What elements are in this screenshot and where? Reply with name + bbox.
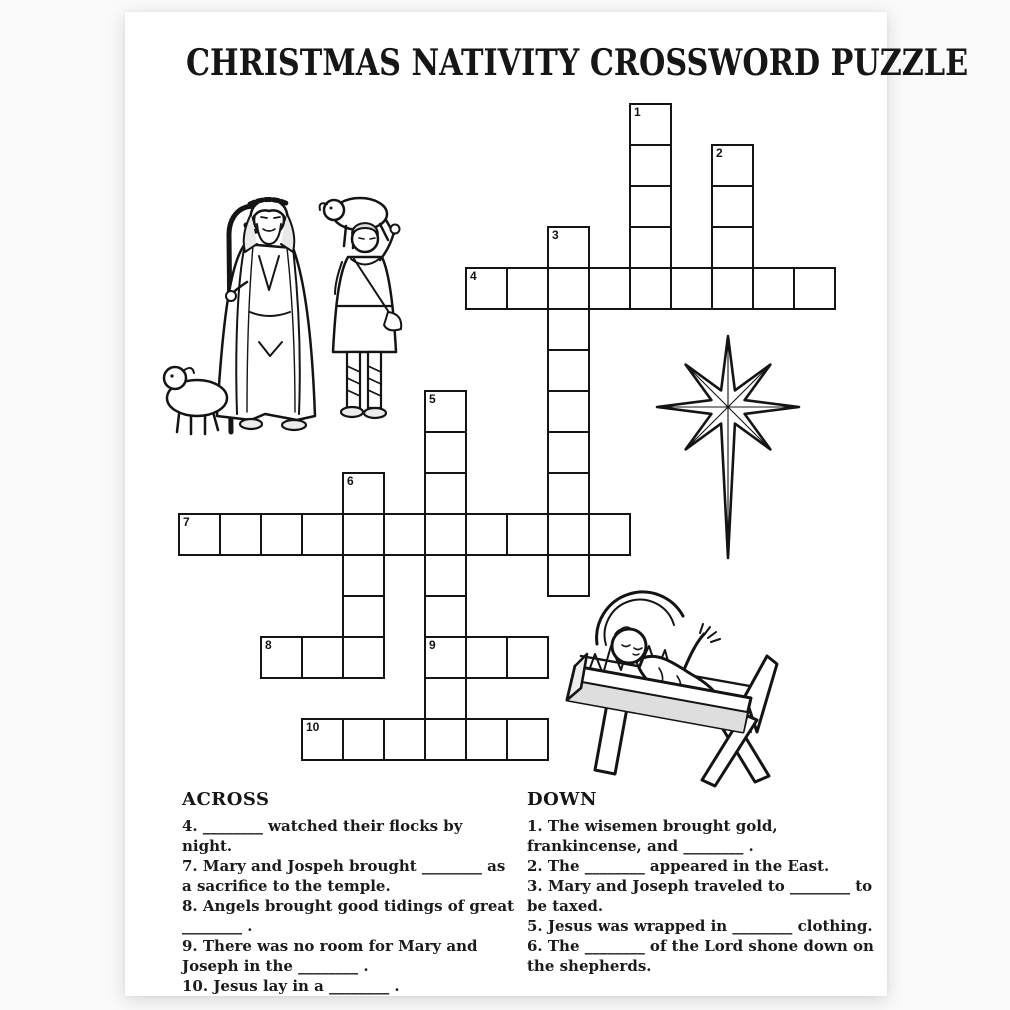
grid-cell[interactable]	[424, 554, 467, 597]
grid-cell[interactable]	[424, 718, 467, 761]
clue-item: 1. The wisemen brought gold, frankincense, and ________ .	[527, 817, 778, 855]
grid-cell[interactable]	[506, 636, 549, 679]
grid-cell[interactable]	[178, 513, 221, 556]
grid-cell[interactable]	[342, 595, 385, 638]
across-clue-list	[182, 816, 516, 996]
grid-cell[interactable]	[793, 267, 836, 310]
grid-cell[interactable]	[342, 554, 385, 597]
grid-cell[interactable]	[465, 267, 508, 310]
grid-cell[interactable]	[547, 308, 590, 351]
grid-cell[interactable]	[260, 636, 303, 679]
cell-number: 1	[634, 105, 641, 119]
across-heading: ACROSS	[182, 789, 270, 810]
grid-cell[interactable]	[424, 472, 467, 515]
grid-cell[interactable]	[219, 513, 262, 556]
down-clues	[527, 790, 883, 976]
grid-cell[interactable]	[588, 267, 631, 310]
shepherds-illustration	[147, 162, 437, 454]
cell-number: 5	[429, 392, 436, 406]
grid-cell[interactable]	[506, 718, 549, 761]
clue-item: 5. Jesus was wrapped in ________ clothing.	[527, 917, 873, 935]
cell-number: 9	[429, 638, 436, 652]
grid-cell[interactable]	[588, 513, 631, 556]
grid-cell[interactable]	[260, 513, 303, 556]
clue-item: 9. There was no room for Mary and Joseph in the ________ .	[182, 937, 478, 975]
down-heading: DOWN	[527, 789, 597, 810]
grid-cell[interactable]	[547, 431, 590, 474]
young-shepherd-figure	[320, 198, 402, 418]
grid-cell[interactable]	[301, 718, 344, 761]
grid-cell[interactable]	[547, 513, 590, 556]
grid-cell[interactable]	[629, 267, 672, 310]
grid-cell[interactable]	[424, 595, 467, 638]
grid-cell[interactable]	[465, 636, 508, 679]
cell-number: 10	[306, 720, 320, 734]
grid-cell[interactable]	[342, 718, 385, 761]
grid-cell[interactable]	[301, 636, 344, 679]
grid-cell[interactable]	[383, 718, 426, 761]
clue-item: 4. ________ watched their flocks by night.	[182, 817, 463, 855]
grid-cell[interactable]	[629, 144, 672, 187]
eight-point-star	[657, 336, 799, 558]
clue-item: 8. Angels brought good tidings of great ________ .	[182, 897, 515, 935]
cell-number: 8	[265, 638, 272, 652]
puzzle-page	[125, 12, 969, 996]
grid-cell[interactable]	[711, 226, 754, 269]
grid-cell[interactable]	[711, 144, 754, 187]
grid-cell[interactable]	[629, 103, 672, 146]
clue-item: 10. Jesus lay in a ________ .	[182, 977, 400, 995]
clue-item: 2. The ________ appeared in the East.	[527, 857, 830, 875]
grid-cell[interactable]	[342, 472, 385, 515]
grid-cell[interactable]	[424, 513, 467, 556]
across-clues	[182, 790, 516, 996]
grid-cell[interactable]	[342, 636, 385, 679]
grid-cell[interactable]	[752, 267, 795, 310]
grid-cell[interactable]	[506, 513, 549, 556]
grid-cell[interactable]	[547, 390, 590, 433]
grid-cell[interactable]	[424, 636, 467, 679]
grid-cell[interactable]	[547, 267, 590, 310]
clue-item: 6. The ________ of the Lord shone down on the shepherds.	[527, 937, 874, 975]
cell-number: 3	[552, 228, 559, 242]
old-shepherd-figure	[217, 200, 315, 433]
baby-jesus-manger-illustration	[563, 582, 781, 790]
grid-cell[interactable]	[629, 226, 672, 269]
grid-cell[interactable]	[547, 226, 590, 269]
grid-cell[interactable]	[342, 513, 385, 556]
grid-cell[interactable]	[465, 718, 508, 761]
grid-cell[interactable]	[383, 513, 426, 556]
grid-cell[interactable]	[629, 185, 672, 228]
grid-cell[interactable]	[670, 267, 713, 310]
grid-cell[interactable]	[424, 677, 467, 720]
clue-item: 7. Mary and Jospeh brought ________ as a sacrifice to the temple.	[182, 857, 506, 895]
cell-number: 7	[183, 515, 190, 529]
grid-cell[interactable]	[301, 513, 344, 556]
down-clue-list	[527, 816, 883, 976]
grid-cell[interactable]	[465, 513, 508, 556]
cell-number: 2	[716, 146, 723, 160]
grid-cell[interactable]	[506, 267, 549, 310]
grid-cell[interactable]	[547, 472, 590, 515]
clue-item: 3. Mary and Joseph traveled to ________ to be taxed.	[527, 877, 873, 915]
cell-number: 6	[347, 474, 354, 488]
page-title: CHRISTMAS NATIVITY CROSSWORD PUZZLE	[185, 42, 969, 84]
cell-number: 4	[470, 269, 477, 283]
grid-cell[interactable]	[711, 185, 754, 228]
grid-cell[interactable]	[711, 267, 754, 310]
grid-cell[interactable]	[547, 349, 590, 392]
lamb-figure	[164, 367, 227, 434]
star-of-bethlehem-illustration	[653, 332, 803, 562]
